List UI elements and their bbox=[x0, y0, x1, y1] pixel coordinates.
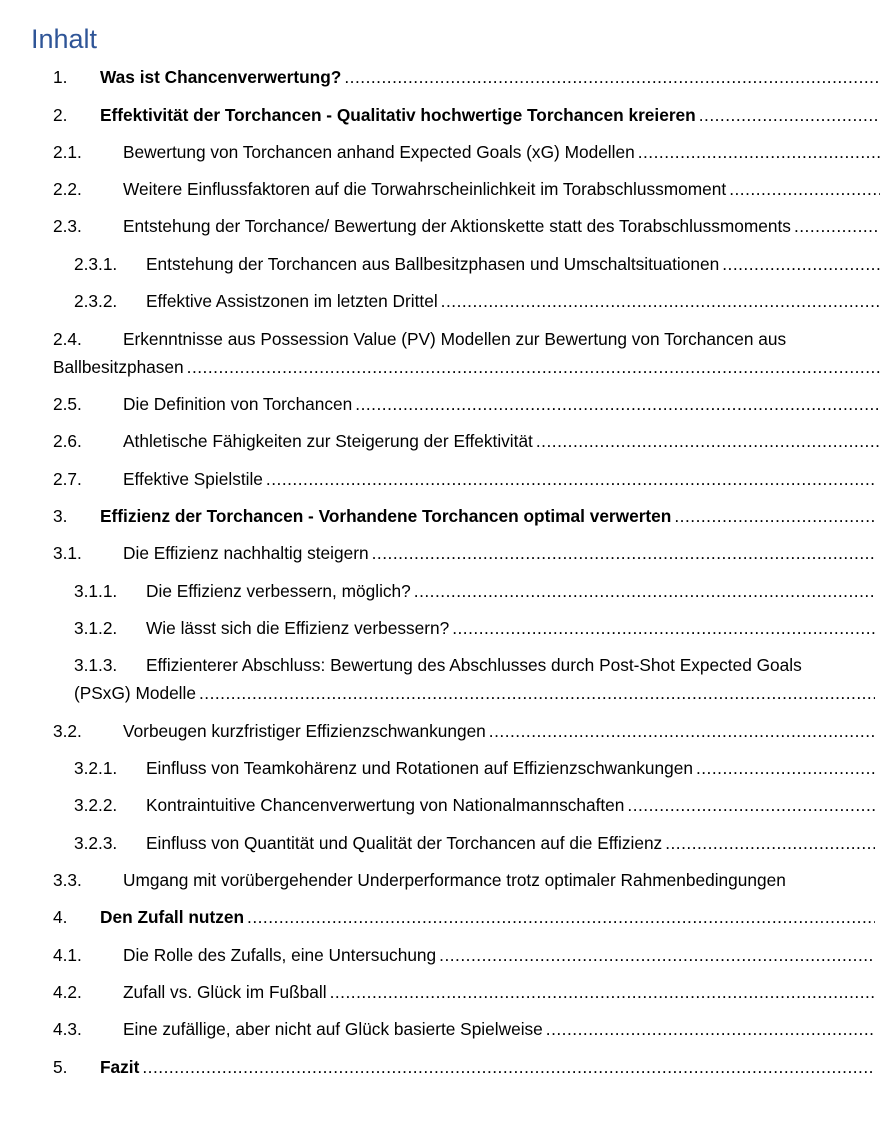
toc-leader bbox=[263, 467, 875, 491]
toc-number: 5. bbox=[53, 1057, 68, 1077]
toc-entry[interactable] bbox=[0, 905, 880, 929]
toc-title[interactable]: Bewertung von Torchancen anhand Expected Goals (xG) Modellen bbox=[123, 142, 635, 162]
toc-title[interactable]: Was ist Chancenverwertung? bbox=[100, 67, 342, 87]
toc-title[interactable]: Umgang mit vorübergehender Underperformance trotz optimaler Rahmenbedingungen bbox=[123, 870, 786, 890]
toc-leader bbox=[624, 793, 875, 817]
toc-number: 3.2. bbox=[53, 721, 82, 741]
toc-number: 3.3. bbox=[53, 870, 82, 890]
toc-title[interactable]: Effizienz der Torchancen - Vorhandene Torchancen optimal verwerten bbox=[100, 506, 672, 526]
toc-entry[interactable] bbox=[0, 980, 880, 1004]
toc-entry[interactable] bbox=[0, 467, 880, 491]
toc-entry[interactable] bbox=[0, 831, 880, 855]
toc-entry[interactable] bbox=[0, 616, 880, 640]
toc-leader bbox=[327, 980, 875, 1004]
toc-entry[interactable] bbox=[0, 252, 880, 276]
toc-title[interactable]: Vorbeugen kurzfristiger Effizienzschwankungen bbox=[123, 721, 486, 741]
toc-title[interactable]: Die Effizienz verbessern, möglich? bbox=[146, 581, 411, 601]
toc-number: 2.4. bbox=[53, 329, 82, 349]
toc-leader bbox=[719, 252, 880, 276]
toc-leader bbox=[341, 65, 880, 89]
toc-number: 3.1.3. bbox=[74, 655, 118, 675]
toc-title[interactable]: Effizienterer Abschluss: Bewertung des Abschlusses durch Post-Shot Expected Goals bbox=[146, 655, 802, 675]
toc-number: 2.2. bbox=[53, 179, 82, 199]
toc-title[interactable]: Entstehung der Torchancen aus Ballbesitzphasen und Umschaltsituationen bbox=[146, 254, 720, 274]
toc-leader bbox=[244, 905, 875, 929]
toc-entry[interactable] bbox=[0, 103, 880, 127]
toc-entry[interactable] bbox=[0, 140, 880, 164]
toc-entry[interactable] bbox=[0, 327, 880, 351]
toc-title[interactable]: Kontraintuitive Chancenverwertung von Nationalmannschaften bbox=[146, 795, 625, 815]
toc-title[interactable]: Effektivität der Torchancen - Qualitativ hochwertige Torchancen kreieren bbox=[100, 105, 696, 125]
toc-entry[interactable] bbox=[0, 392, 880, 416]
toc-title[interactable]: Zufall vs. Glück im Fußball bbox=[123, 982, 327, 1002]
toc-title[interactable]: Die Rolle des Zufalls, eine Untersuchung bbox=[123, 945, 437, 965]
toc-number: 4. bbox=[53, 907, 68, 927]
toc-entry-continuation[interactable] bbox=[0, 681, 880, 705]
toc-title[interactable]: Effektive Assistzonen im letzten Drittel bbox=[146, 291, 438, 311]
toc-title[interactable]: Einfluss von Quantität und Qualität der Torchancen auf die Effizienz bbox=[146, 833, 663, 853]
toc-leader bbox=[696, 103, 880, 127]
toc-number: 3.2.3. bbox=[74, 833, 118, 853]
toc-number: 1. bbox=[53, 67, 68, 87]
toc-entry[interactable] bbox=[0, 541, 880, 565]
toc-entry[interactable] bbox=[0, 429, 880, 453]
toc-leader bbox=[635, 140, 880, 164]
toc-leader bbox=[196, 681, 875, 705]
toc-number: 2.3.2. bbox=[74, 291, 118, 311]
toc-entry[interactable] bbox=[0, 756, 880, 780]
toc-entry[interactable] bbox=[0, 719, 880, 743]
toc-leader bbox=[791, 214, 880, 238]
toc-entry[interactable] bbox=[0, 579, 880, 603]
toc-number: 4.3. bbox=[53, 1019, 82, 1039]
toc-title[interactable]: Die Definition von Torchancen bbox=[123, 394, 353, 414]
toc-title-continuation[interactable]: (PSxG) Modelle bbox=[74, 683, 196, 703]
toc-number: 3.2.1. bbox=[74, 758, 118, 778]
toc-leader bbox=[438, 289, 880, 313]
toc-entry[interactable] bbox=[0, 177, 880, 201]
toc-title[interactable]: Athletische Fähigkeiten zur Steigerung der Effektivität bbox=[123, 431, 533, 451]
toc-number: 3.1. bbox=[53, 543, 82, 563]
toc-leader bbox=[411, 579, 875, 603]
toc-number: 2.3. bbox=[53, 216, 82, 236]
toc-number: 3. bbox=[53, 506, 68, 526]
toc-title[interactable]: Weitere Einflussfaktoren auf die Torwahrscheinlichkeit im Torabschlussmoment bbox=[123, 179, 727, 199]
toc-entry-continuation[interactable] bbox=[0, 355, 880, 379]
toc-heading: Inhalt bbox=[31, 24, 98, 54]
toc-entry[interactable] bbox=[0, 1017, 880, 1041]
toc-number: 4.2. bbox=[53, 982, 82, 1002]
toc-title[interactable]: Fazit bbox=[100, 1057, 140, 1077]
toc-leader bbox=[726, 177, 880, 201]
toc-leader bbox=[184, 355, 880, 379]
toc-leader bbox=[486, 719, 875, 743]
toc-leader bbox=[449, 616, 875, 640]
toc-number: 3.1.2. bbox=[74, 618, 118, 638]
toc-number: 2. bbox=[53, 105, 68, 125]
toc-entry[interactable] bbox=[0, 943, 880, 967]
toc-leader bbox=[671, 504, 875, 528]
toc-number: 2.5. bbox=[53, 394, 82, 414]
toc-number: 2.1. bbox=[53, 142, 82, 162]
toc-entry[interactable] bbox=[0, 289, 880, 313]
toc-title[interactable]: Den Zufall nutzen bbox=[100, 907, 245, 927]
toc-title-continuation[interactable]: Ballbesitzphasen bbox=[53, 357, 184, 377]
toc-title[interactable]: Einfluss von Teamkohärenz und Rotationen auf Effizienzschwankungen bbox=[146, 758, 693, 778]
toc-title[interactable]: Entstehung der Torchance/ Bewertung der Aktionskette statt des Torabschlussmoments bbox=[123, 216, 791, 236]
toc-title[interactable]: Eine zufällige, aber nicht auf Glück basierte Spielweise bbox=[123, 1019, 543, 1039]
toc-title[interactable]: Effektive Spielstile bbox=[123, 469, 263, 489]
toc-leader bbox=[693, 756, 875, 780]
toc-entry[interactable] bbox=[0, 868, 880, 892]
toc-entry[interactable] bbox=[0, 1055, 880, 1079]
toc-leader bbox=[533, 429, 880, 453]
toc-entry[interactable] bbox=[0, 504, 880, 528]
toc-number: 2.3.1. bbox=[74, 254, 118, 274]
toc-number: 3.2.2. bbox=[74, 795, 118, 815]
toc-number: 2.7. bbox=[53, 469, 82, 489]
toc-title[interactable]: Die Effizienz nachhaltig steigern bbox=[123, 543, 369, 563]
toc-leader bbox=[369, 541, 875, 565]
toc-number: 2.6. bbox=[53, 431, 82, 451]
toc-leader bbox=[543, 1017, 875, 1041]
toc-entry[interactable] bbox=[0, 214, 880, 238]
toc-title[interactable]: Wie lässt sich die Effizienz verbessern? bbox=[146, 618, 450, 638]
toc-entry[interactable] bbox=[0, 65, 880, 89]
toc-entry[interactable] bbox=[0, 793, 880, 817]
toc-number: 3.1.1. bbox=[74, 581, 118, 601]
toc-leader bbox=[436, 943, 875, 967]
toc-number: 4.1. bbox=[53, 945, 82, 965]
toc-title[interactable]: Erkenntnisse aus Possession Value (PV) Modellen zur Bewertung von Torchancen aus bbox=[123, 329, 787, 349]
toc-leader bbox=[139, 1055, 875, 1079]
toc-leader bbox=[352, 392, 880, 416]
toc-entry[interactable] bbox=[0, 653, 880, 677]
toc-leader bbox=[662, 831, 875, 855]
